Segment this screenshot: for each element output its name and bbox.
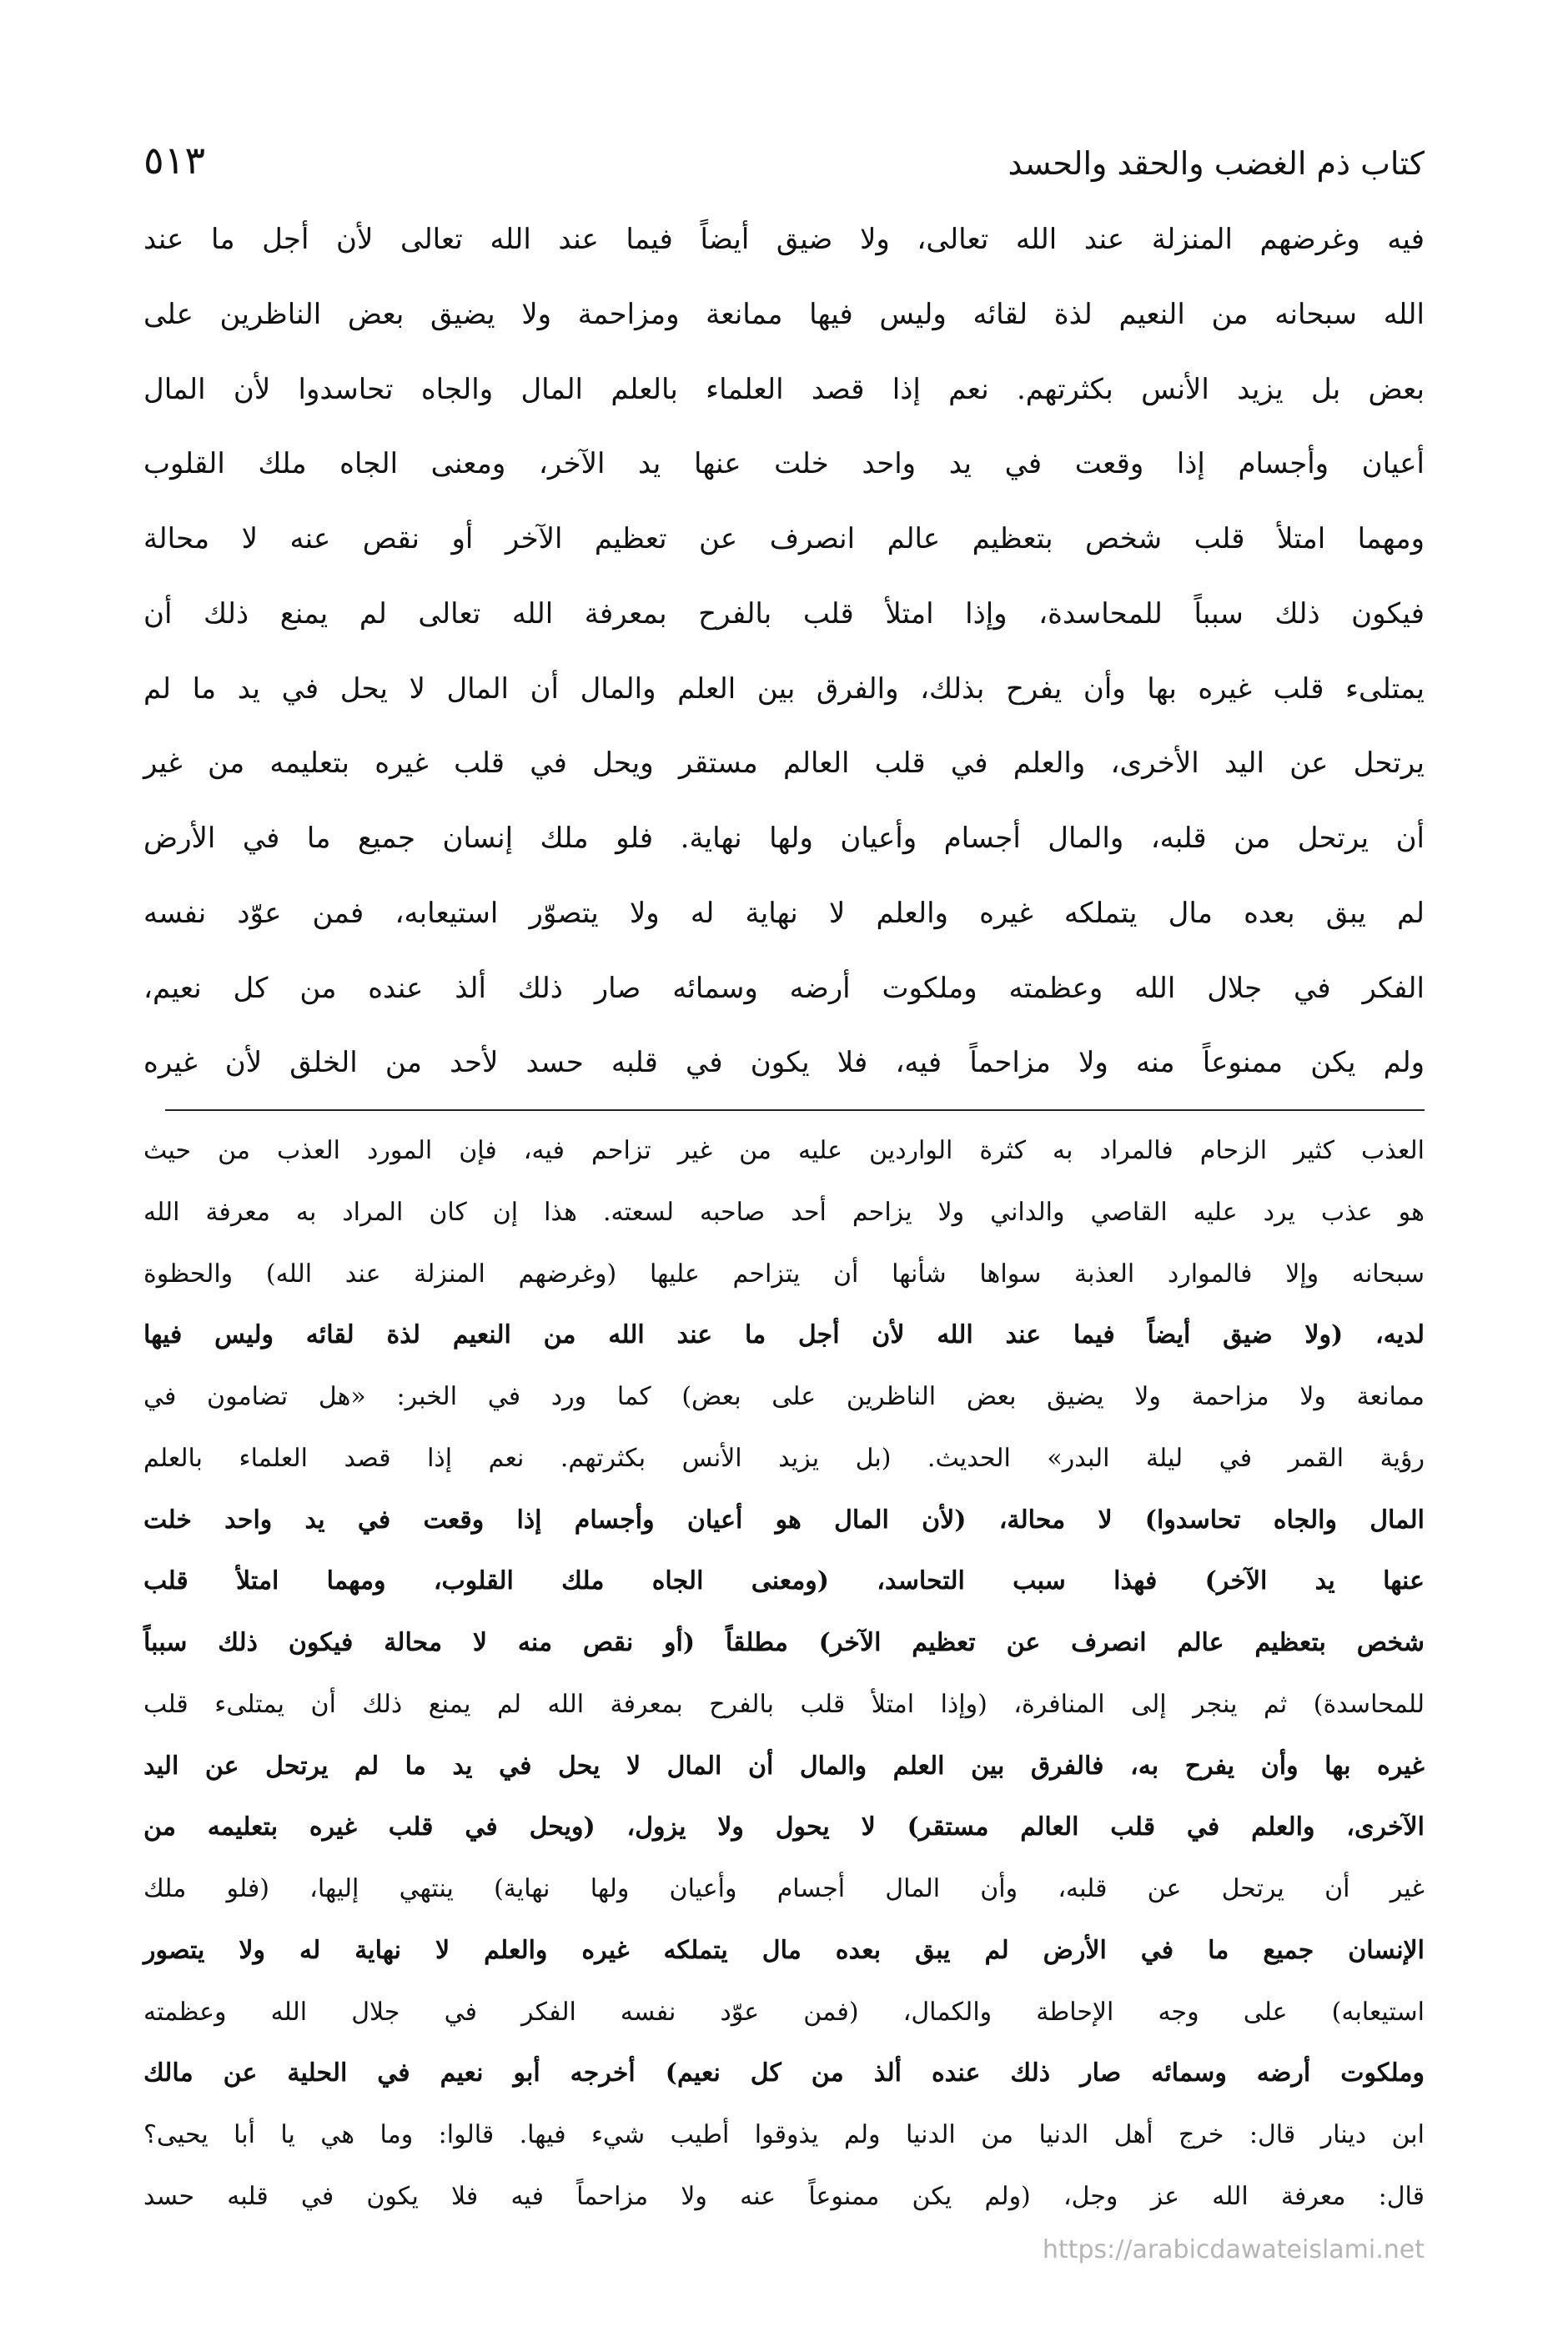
footnote-line: غير أن يرتحل عن قلبه، وأن المال أجسام وأعيان ولها نهاية) ينتهي إليها، (فلو ملك [143, 1874, 1425, 1903]
main-text-line: بعض بل يزيد الأنس بكثرتهم. نعم إذا قصد العلماء بالعلم المال والجاه تحاسدوا لأن المال [143, 372, 1425, 406]
footnote-line: ممانعة ولا مزاحمة ولا يضيق بعض الناظرين على بعض) كما ورد في الخبر: «هل تضامون في [143, 1382, 1425, 1411]
footnote-line: عنها يد الآخر) فهذا سبب التحاسد، (ومعنى الجاه ملك القلوب، ومهما امتلأ قلب [143, 1566, 1425, 1596]
footnote-line: الإنسان جميع ما في الأرض لم يبق بعده مال يتملكه غيره والعلم لا نهاية له ولا يتصور [143, 1935, 1425, 1965]
main-text-block [143, 222, 1425, 1081]
source-watermark: https://arabicdawateislami.net [1042, 2235, 1425, 2264]
main-text-line: لم يبق بعده مال يتملكه غيره والعلم لا نهاية له ولا يتصوّر استيعابه، فمن عوّد نفسه [143, 896, 1425, 930]
main-text-line: أعيان وأجسام إذا وقعت في يد واحد خلت عنها يد الآخر، ومعنى الجاه ملك القلوب [143, 447, 1425, 481]
footnote-line: هو عذب يرد عليه القاصي والداني ولا يزاحم أحد صاحبه لسعته. هذا إن كان المراد به معرفة الله [143, 1197, 1425, 1227]
footnote-line: لديه، (ولا ضيق أيضاً فيما عند الله لأن أجل ما عند الله من النعيم لذة لقائه وليس فيها [143, 1320, 1425, 1350]
main-text-line: الفكر في جلال الله وعظمته وملكوت أرضه وسمائه صار ذلك ألذ عنده من كل نعيم، [143, 971, 1425, 1005]
footnote-line: قال: معرفة الله عز وجل، (ولم يكن ممنوعاً عنه ولا مزاحماً فيه فلا يكون في قلبه حسد [143, 2181, 1425, 2211]
footnote-line: للمحاسدة) ثم ينجر إلى المنافرة، (وإذا امتلأ قلب بالفرح بمعرفة الله لم يمنع ذلك أن يمتلىء قلب [143, 1689, 1425, 1719]
footnote-line: المال والجاه تحاسدوا) لا محالة، (لأن المال هو أعيان وأجسام إذا وقعت في يد واحد خلت [143, 1505, 1425, 1535]
footnote-line: رؤية القمر في ليلة البدر» الحديث. (بل يزيد الأنس بكثرتهم. نعم إذا قصد العلماء بالعلم [143, 1443, 1425, 1473]
footnote-line: غيره بها وأن يفرح به، فالفرق بين العلم والمال أن المال لا يحل في يد ما لم يرتحل عن اليد [143, 1751, 1425, 1781]
footnote-line: شخص بتعظيم عالم انصرف عن تعظيم الآخر) مطلقاً (أو نقص منه لا محالة فيكون ذلك سبباً [143, 1628, 1425, 1657]
commentary-footnotes [143, 1136, 1425, 2212]
main-text-line: ولم يكن ممنوعاً منه ولا مزاحماً فيه، فلا يكون في قلبه حسد لأحد من الخلق لأن غيره [143, 1046, 1425, 1080]
footnote-line: ابن دينار قال: خرج أهل الدنيا من الدنيا ولم يذوقوا أطيب شيء فيها. قالوا: وما هي يا أبا يحيى؟ [143, 2120, 1425, 2149]
footnote-line: العذب كثير الزحام فالمراد به كثرة الواردين عليه من غير تزاحم فيه، فإن المورد العذب من حيث [143, 1136, 1425, 1165]
footnote-line: وملكوت أرضه وسمائه صار ذلك عنده ألذ من كل نعيم) أخرجه أبو نعيم في الحلية عن مالك [143, 2058, 1425, 2088]
main-text-line: فيه وغرضهم المنزلة عند الله تعالى، ولا ضيق أيضاً فيما عند الله تعالى لأن أجل ما عند [143, 223, 1425, 256]
main-text-line: أن يرتحل من قلبه، والمال أجسام وأعيان ولها نهاية. فلو ملك إنسان جميع ما في الأرض [143, 822, 1425, 856]
footnote-line: سبحانه وإلا فالموارد العذبة سواها شأنها أن يتزاحم عليها (وغرضهم المنزلة عند الله) والحظوة [143, 1259, 1425, 1289]
main-text-line: فيكون ذلك سبباً للمحاسدة، وإذا امتلأ قلب بالفرح بمعرفة الله تعالى لم يمنع ذلك أن [143, 596, 1425, 631]
main-text-line: ومهما امتلأ قلب شخص بتعظيم عالم انصرف عن تعظيم الآخر أو نقص عنه لا محالة [143, 522, 1425, 556]
page-number: ٥١٣ [143, 137, 206, 183]
main-text-line: يرتحل عن اليد الأخرى، والعلم في قلب العالم مستقر ويحل في قلب غيره بتعليمه من غير [143, 746, 1425, 781]
main-text-line: يمتلىء قلب غيره بها وأن يفرح بذلك، والفرق بين العلم والمال أن المال لا يحل في يد ما لم [143, 671, 1425, 706]
footnote-line: الآخرى، والعلم في قلب العالم مستقر) لا يحول ولا يزول، (ويحل في قلب غيره بتعليمه من [143, 1812, 1425, 1842]
footnote-separator-rule [165, 1109, 1425, 1111]
running-header [143, 125, 1425, 183]
main-text-line: الله سبحانه من النعيم لذة لقائه وليس فيها ممانعة ومزاحمة ولا يضيق بعض الناظرين على [143, 297, 1425, 331]
chapter-title: كتاب ذم الغضب والحقد والحسد [1008, 145, 1425, 183]
footnote-line: استيعابه) على وجه الإحاطة والكمال، (فمن عوّد نفسه الفكر في جلال الله وعظمته [143, 1997, 1425, 2027]
